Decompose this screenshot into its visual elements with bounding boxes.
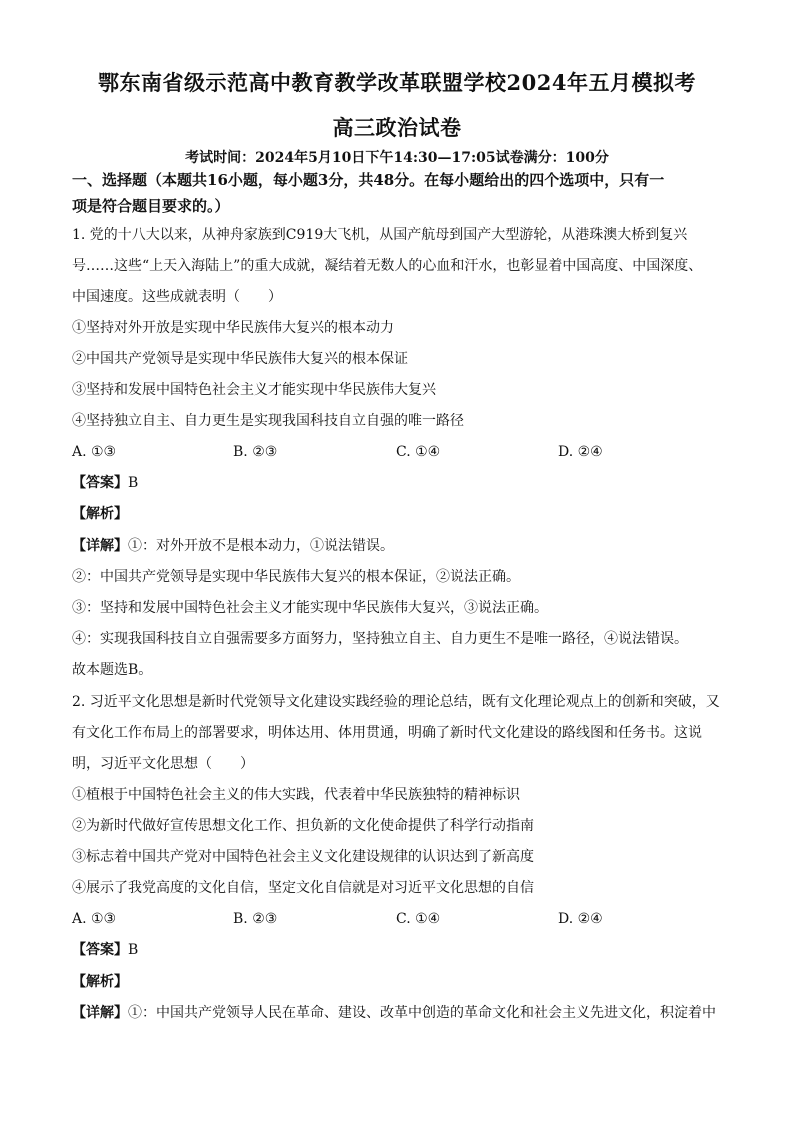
detail-text: ①：对外开放不是根本动力，①说法错误。: [128, 538, 394, 554]
q1-option-d: D. ②④: [558, 444, 603, 460]
q1-detail-3: ③：坚持和发展中国特色社会主义才能实现中华民族伟大复兴，③说法正确。: [72, 600, 548, 616]
q1-option-a: A. ①③: [72, 444, 117, 460]
q1-stem-line2: 号……这些“上天入海陆上”的重大成就，凝结着无数人的心血和汗水，也彰显着中国高度、中国深度、: [72, 258, 703, 274]
q1-item-1: ①坚持对外开放是实现中华民族伟大复兴的根本动力: [72, 320, 394, 336]
q1-detail-1: [72, 536, 394, 556]
detail-tag: 【详解】: [72, 1005, 128, 1021]
q2-option-a: A. ①③: [72, 911, 117, 927]
q1-conclusion: 故本题选B。: [72, 662, 153, 678]
q2-item-2: ②为新时代做好宣传思想文化工作、担负新的文化使命提供了科学行动指南: [72, 818, 534, 834]
q2-option-c: C. ①④: [396, 911, 441, 927]
answer-tag: 【答案】: [72, 475, 128, 491]
q2-stem-line1: 2. 习近平文化思想是新时代党领导文化建设实践经验的理论总结，既有文化理论观点上的创新和突破，又: [72, 694, 720, 710]
section-heading-line2: 项是符合题目要求的。）: [72, 197, 230, 215]
q2-answer: [72, 940, 138, 960]
q2-analysis: [72, 972, 128, 992]
exam-info: 考试时间：2024年5月10日下午14:30—17:05试卷满分：100分: [185, 150, 609, 166]
q1-detail-4: ④：实现我国科技自立自强需要多方面努力，坚持独立自主、自力更生不是唯一路径，④说法错误。: [72, 631, 688, 647]
q1-stem-line3: 中国速度。这些成就表明（ ）: [72, 289, 282, 305]
q1-option-b: B. ②③: [233, 444, 278, 460]
q2-option-d: D. ②④: [558, 911, 603, 927]
q1-item-4: ④坚持独立自主、自力更生是实现我国科技自立自强的唯一路径: [72, 413, 464, 429]
analysis-tag: 【解析】: [72, 974, 128, 990]
exam-subtitle: 高三政治试卷: [332, 115, 462, 140]
q1-option-c: C. ①④: [396, 444, 441, 460]
answer-value: B: [128, 475, 139, 491]
answer-value: B: [128, 942, 139, 958]
section-heading-line1: 一、选择题（本题共16小题，每小题3分，共48分。在每小题给出的四个选项中，只有一: [72, 171, 665, 189]
detail-tag: 【详解】: [72, 538, 128, 554]
q1-answer: [72, 473, 138, 493]
q1-item-3: ③坚持和发展中国特色社会主义才能实现中华民族伟大复兴: [72, 382, 436, 398]
q2-item-3: ③标志着中国共产党对中国特色社会主义文化建设规律的认识达到了新高度: [72, 849, 534, 865]
q2-stem-line3: 明，习近平文化思想（ ）: [72, 756, 254, 772]
q2-detail-1: [72, 1003, 716, 1023]
q2-stem-line2: 有文化工作布局上的部署要求，明体达用、体用贯通，明确了新时代文化建设的路线图和任务书。这说: [72, 725, 702, 741]
detail-text: ①：中国共产党领导人民在革命、建设、改革中创造的革命文化和社会主义先进文化，积淀着中: [128, 1005, 716, 1021]
q1-detail-2: ②：中国共产党领导是实现中华民族伟大复兴的根本保证，②说法正确。: [72, 569, 520, 585]
q1-item-2: ②中国共产党领导是实现中华民族伟大复兴的根本保证: [72, 351, 408, 367]
q2-item-4: ④展示了我党高度的文化自信，坚定文化自信就是对习近平文化思想的自信: [72, 880, 534, 896]
q1-stem-line1: 1. 党的十八大以来，从神舟家族到C919大飞机，从国产航母到国产大型游轮，从港珠澳大桥到复兴: [72, 227, 688, 243]
q2-option-b: B. ②③: [233, 911, 278, 927]
q1-analysis: [72, 504, 128, 524]
analysis-tag: 【解析】: [72, 506, 128, 522]
exam-title: 鄂东南省级示范高中教育教学改革联盟学校2024年五月模拟考: [98, 70, 696, 95]
answer-tag: 【答案】: [72, 942, 128, 958]
q2-item-1: ①植根于中国特色社会主义的伟大实践，代表着中华民族独特的精神标识: [72, 787, 520, 803]
